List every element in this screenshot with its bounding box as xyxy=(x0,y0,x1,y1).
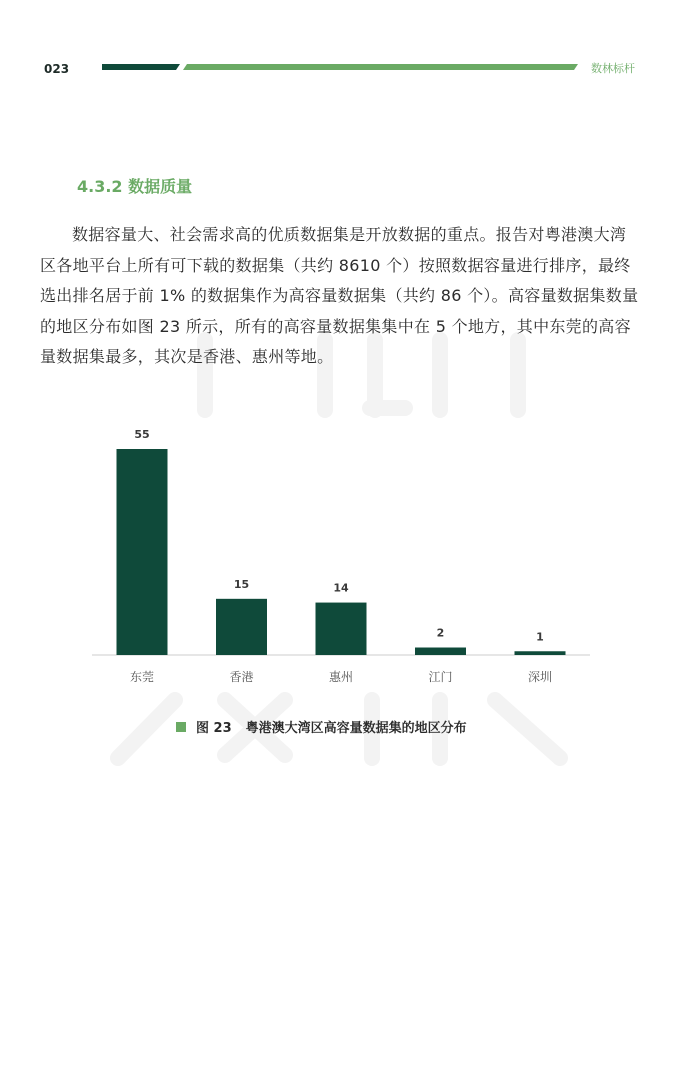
bar-value-label: 1 xyxy=(536,630,544,644)
bar-0 xyxy=(117,449,168,655)
bar-3 xyxy=(415,648,466,655)
bar-value-label: 14 xyxy=(333,581,349,595)
page-number: 023 xyxy=(44,62,70,76)
brand-label: 数林标杆 xyxy=(591,62,635,75)
section-heading: 4.3.2 数据质量 xyxy=(77,177,193,196)
category-label: 惠州 xyxy=(328,670,354,684)
bar-4 xyxy=(515,651,566,655)
bar-value-label: 2 xyxy=(436,626,445,640)
caption-marker xyxy=(176,722,186,732)
category-label: 江门 xyxy=(428,670,453,684)
bar-value-label: 15 xyxy=(233,577,250,591)
caption-number: 图 23 xyxy=(196,721,232,736)
caption-text: 粤港澳大湾区高容量数据集的地区分布 xyxy=(245,721,467,736)
bar-1 xyxy=(216,599,267,655)
bar-value-label: 55 xyxy=(134,428,150,441)
category-label: 香港 xyxy=(229,670,254,684)
figure-caption xyxy=(176,717,467,736)
category-label: 东莞 xyxy=(129,670,155,684)
bar-2 xyxy=(316,603,367,655)
category-label: 深圳 xyxy=(527,670,553,684)
body-paragraph: 数据容量大、社会需求高的优质数据集是开放数据的重点。报告对粤港澳大湾区各地平台上所有可下载的数据集（共约 8610 个）按照数据容量进行排序，最终选出排名居于前 1% 的数据集作为高容量数据集（共约 86 个）。高容量数据集数量的地区分布如图 23 所示，所有的高容量数据集集中在 5 个地方，其中东莞的高容量数据集最多，其次是香港、惠州等地。 xyxy=(40,225,639,366)
